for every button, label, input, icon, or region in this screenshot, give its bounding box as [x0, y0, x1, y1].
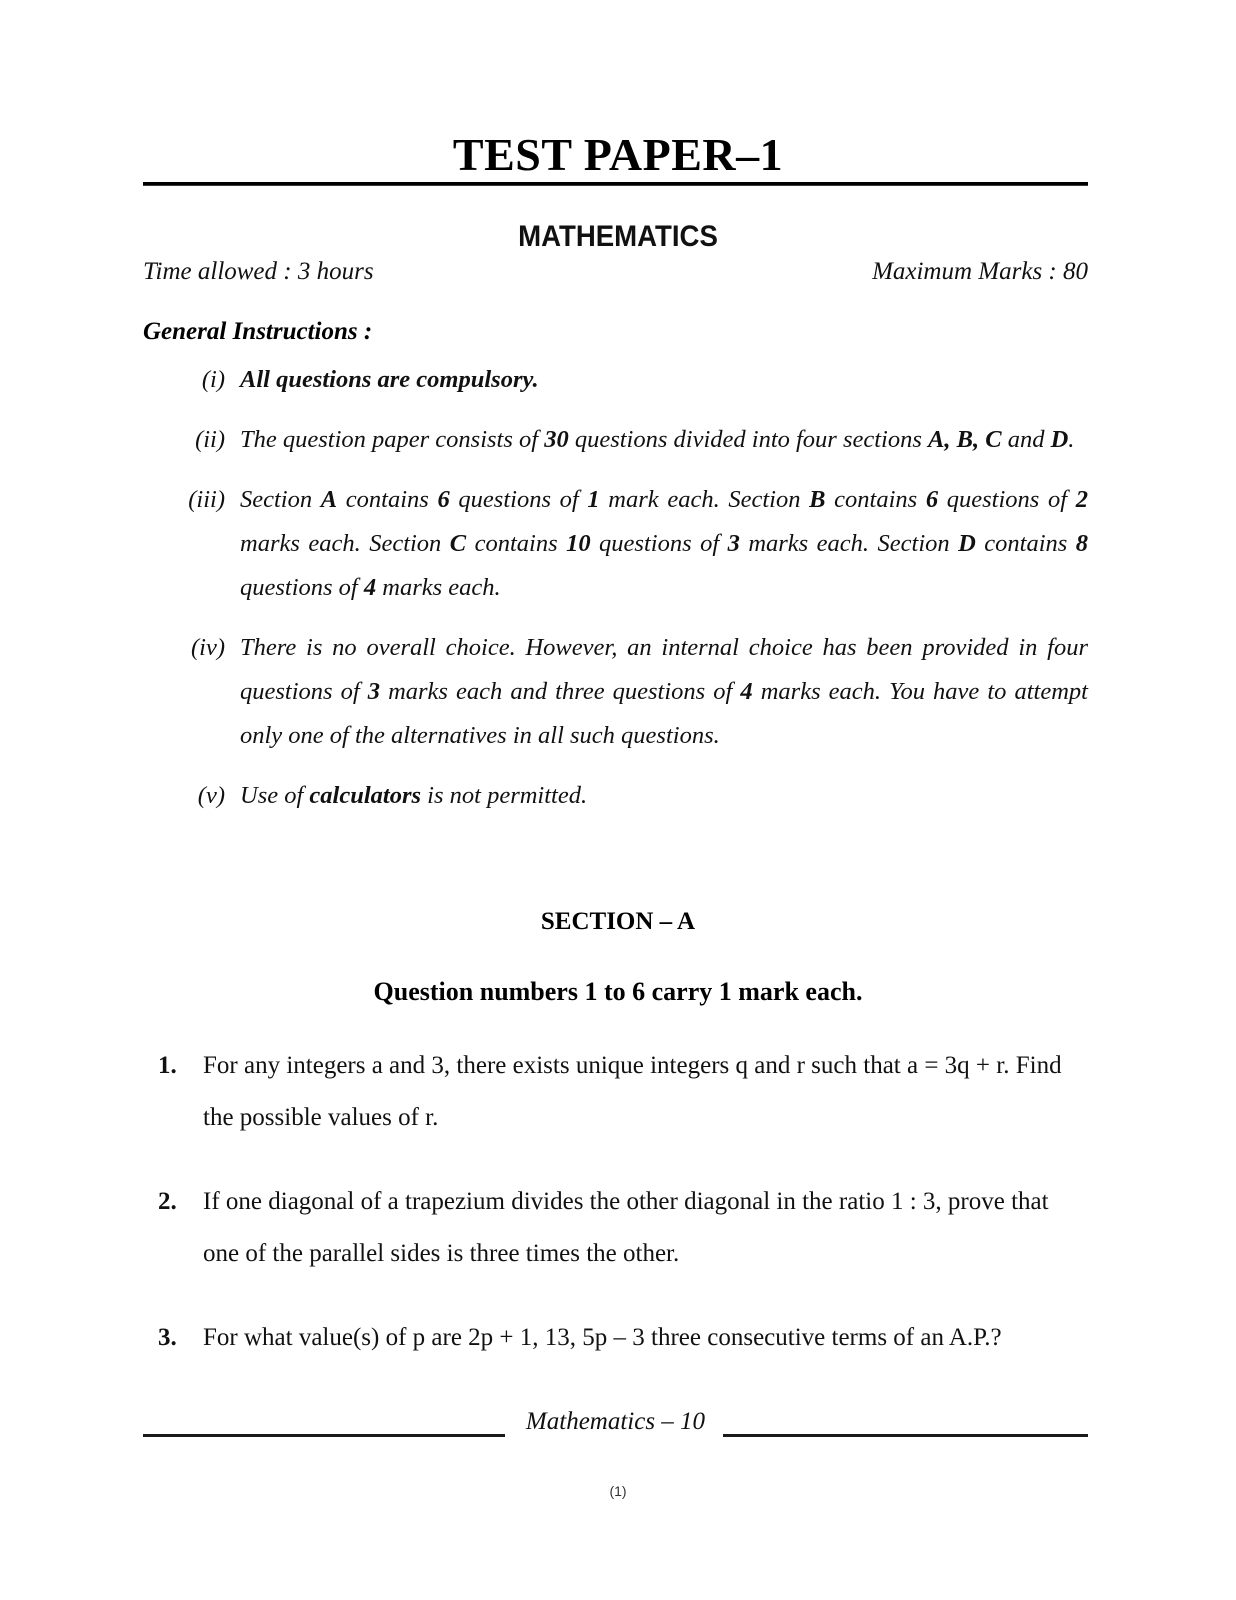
instruction-text: Use of calculators is not permitted. — [240, 782, 588, 809]
instruction-marker: (v) — [197, 782, 225, 809]
footer-label: Mathematics – 10 — [525, 1408, 706, 1435]
instruction-marker: (ii) — [195, 426, 225, 453]
instruction-marker: (iii) — [188, 486, 225, 513]
maximum-marks-label: Maximum Marks : 80 — [872, 258, 1088, 285]
question-text: For any integers a and 3, there exists unique integers q and r such that a = 3q + r. Find the possible values of r. — [203, 1052, 1062, 1131]
question-number: 1. — [158, 1052, 177, 1079]
instruction-text: All questions are compulsory. — [240, 366, 539, 393]
instruction-item — [143, 418, 1088, 462]
page-footer — [143, 1408, 1088, 1448]
instruction-item — [143, 358, 1088, 402]
exam-meta-row — [143, 258, 1088, 288]
section-marks-note: Question numbers 1 to 6 carry 1 mark each. — [373, 977, 863, 1006]
subject-title: MATHEMATICS — [518, 220, 718, 253]
question-text: If one diagonal of a trapezium divides the other diagonal in the ratio 1 : 3, prove that one of the parallel sides is three times the other. — [203, 1188, 1049, 1267]
general-instructions-heading: General Instructions : — [143, 318, 373, 345]
instruction-marker: (iv) — [191, 634, 225, 661]
question-item — [158, 1312, 1088, 1364]
instruction-item — [143, 478, 1088, 610]
question-item — [158, 1176, 1088, 1280]
section-heading: SECTION – A — [540, 908, 696, 935]
instruction-marker: (i) — [201, 366, 225, 393]
question-number: 2. — [158, 1188, 177, 1215]
title-divider — [143, 182, 1088, 186]
instruction-text: The question paper consists of 30 questions divided into four sections A, B, C and D. — [240, 426, 1075, 453]
question-text: For what value(s) of p are 2p + 1, 13, 5p – 3 three consecutive terms of an A.P.? — [203, 1324, 1002, 1351]
instruction-text: There is no overall choice. However, an internal choice has been provided in four questions of 3 marks each and three questions of 4 marks each. You have to attempt only one of the alternatives in all such questions. — [240, 634, 1088, 749]
page-number: (1) — [609, 1483, 627, 1499]
instruction-item — [143, 774, 1088, 818]
instruction-item — [143, 626, 1088, 758]
time-allowed-label: Time allowed : 3 hours — [143, 258, 374, 285]
question-item — [158, 1040, 1088, 1144]
question-number: 3. — [158, 1324, 177, 1351]
page-title: TEST PAPER–1 — [452, 129, 784, 180]
general-instructions-list — [143, 358, 1088, 834]
instruction-text: Section A contains 6 questions of 1 mark each. Section B contains 6 questions of 2 marks each. Section C contains 10 questions of 3 marks each. Section D contains 8 questions of 4 marks each. — [240, 486, 1089, 601]
question-list — [158, 1040, 1088, 1396]
